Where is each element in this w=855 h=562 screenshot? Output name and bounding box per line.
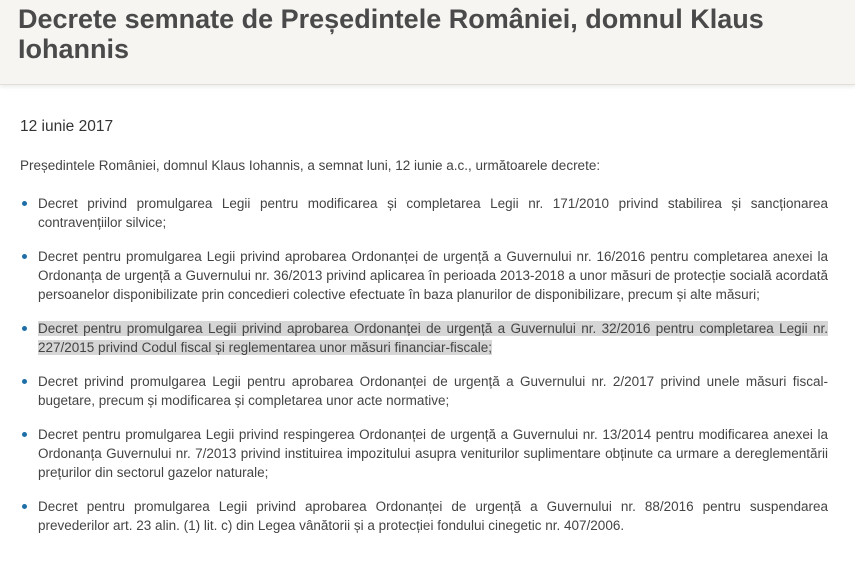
decree-list [20,194,828,535]
decree-text: Decret pentru promulgarea Legii privind respingerea Ordonanței de urgență a Guvernului nr. 13/2014 pentru modificarea anexei la Ordonanța Guvernului nr. 7/2013 privind instituirea impozitului asupra veniturilor suplimentare obținute ca urmare a dereglementării prețurilor din sectorul gazelor naturale; [38,427,828,480]
decree-text-selected: Decret pentru promulgarea Legii privind aprobarea Ordonanței de urgență a Guvernului nr. 32/2016 pentru completarea Legii nr. 227/2015 privind Codul fiscal și reglementarea unor măsuri financiar-fiscale; [38,321,828,355]
decree-text: Decret pentru promulgarea Legii privind aprobarea Ordonanței de urgență a Guvernului nr. 88/2016 pentru suspendarea prevederilor art. 23 alin. (1) lit. c) din Legea vânătorii și a protecției fondului cinegetic nr. 407/2006. [38,499,828,533]
bullet-icon [22,504,27,509]
list-item [20,497,828,535]
list-item [20,372,828,410]
page-header [0,0,855,85]
list-item [20,425,828,482]
article-date: 12 iunie 2017 [20,118,114,135]
decree-text: Decret pentru promulgarea Legii privind aprobarea Ordonanței de urgență a Guvernului nr. 16/2016 pentru completarea anexei la Ordonanța de urgență a Guvernului nr. 36/2013 privind aplicarea în perioada 2013-2018 a unor măsuri de protecție socială acordată persoanelor disponibilizate prin concedieri colective efectuate în baza planurilor de disponibilizare, precum și alte măsuri; [38,249,828,302]
page-title: Decrete semnate de Președintele României, domnul Klaus Iohannis [18,4,764,64]
list-item [20,319,828,357]
decree-text: Decret privind promulgarea Legii pentru aprobarea Ordonanței de urgență a Guvernului nr. 2/2017 privind unele măsuri fiscal-bugetare, precum și modificarea și completarea unor acte normative; [38,374,828,408]
bullet-icon [22,326,27,331]
bullet-icon [22,201,27,206]
list-item [20,247,828,304]
decree-text: Decret privind promulgarea Legii pentru modificarea și completarea Legii nr. 171/2010 privind stabilirea și sancționarea contravențiilor silvice; [38,196,828,230]
bullet-icon [22,254,27,259]
bullet-icon [22,379,27,384]
article-intro: Președintele României, domnul Klaus Iohannis, a semnat luni, 12 iunie a.c., următoarele decrete: [20,158,601,173]
article-body [20,117,828,535]
bullet-icon [22,432,27,437]
list-item [20,194,828,232]
